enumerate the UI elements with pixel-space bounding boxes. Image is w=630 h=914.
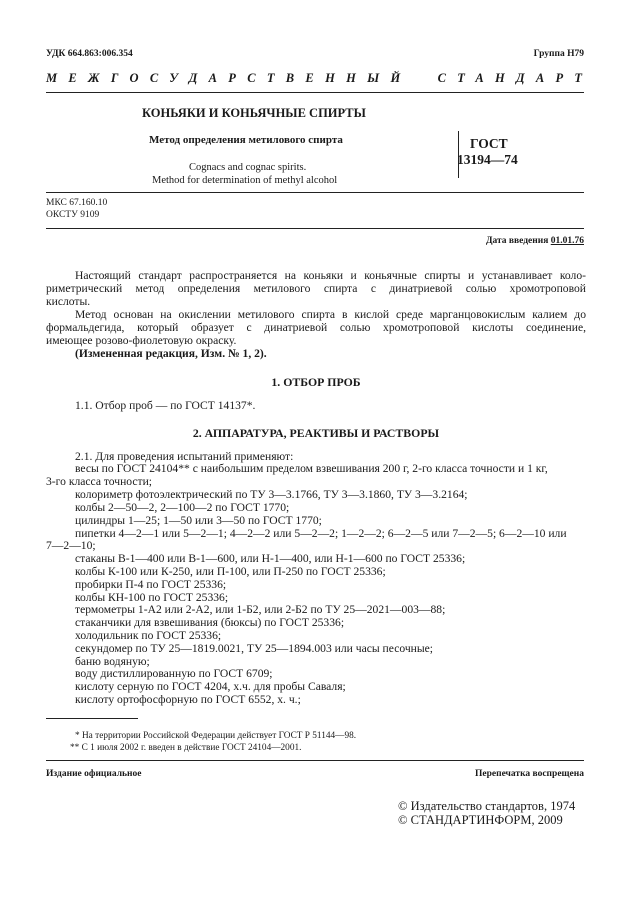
banner-word-standard: СТАНДАРТ <box>437 71 594 85</box>
apparatus-line: воду дистиллированную по ГОСТ 6709; <box>75 667 273 680</box>
intro-p1-line1: Настоящий стандарт распространяется на коньяки и коньячные спирты и устанавливает коло- <box>75 269 586 282</box>
apparatus-line: 7—2—10; <box>46 539 96 552</box>
apparatus-line: 2.1. Для проведения испытаний применяют: <box>75 450 294 463</box>
section-1-1: 1.1. Отбор проб — по ГОСТ 14137*. <box>75 399 256 412</box>
header-rule <box>46 92 584 93</box>
intro-date-label: Дата введения <box>485 236 549 246</box>
copyright-line-2: © СТАНДАРТИНФОРМ, 2009 <box>398 813 563 827</box>
intro-p2-line3: имеющее розово-фиолетовую окраску. <box>46 334 237 347</box>
footnote-2: ** С 1 июля 2002 г. введен в действие ГОСТ 24104—2001. <box>70 743 302 753</box>
method-title: Метод определения метилового спирта <box>149 134 343 146</box>
apparatus-line: термометры 1-А2 или 2-А2, или 1-Б2, или 2-Б2 по ТУ 25—2021—003—88; <box>75 603 446 616</box>
section-2-heading: 2. АППАРАТУРА, РЕАКТИВЫ И РАСТВОРЫ <box>192 426 440 440</box>
apparatus-line: баню водяную; <box>75 655 150 668</box>
edition-label: Издание официальное <box>46 769 142 779</box>
apparatus-line: колбы КН-100 по ГОСТ 25336; <box>75 591 229 604</box>
intro-p2-line2: формальдегида, который образует с динатриевой солью хромотроповой кислоты соединение, <box>46 321 586 334</box>
apparatus-line: пипетки 4—2—1 или 5—2—1; 4—2—2 или 5—2—2; 1—2—2; 6—2—5 или 7—2—5; 6—2—10 или <box>75 527 567 540</box>
apparatus-line: стаканы В-1—400 или В-1—600, или Н-1—400, или Н-1—600 по ГОСТ 25336; <box>75 552 466 565</box>
udk-code: УДК 664.863:006.354 <box>46 49 133 59</box>
okstu-code: ОКСТУ 9109 <box>46 210 100 220</box>
banner-word-interstate: МЕЖГОСУДАРСТВЕННЫЙ <box>46 71 412 85</box>
copyright-line-1: © Издательство стандартов, 1974 <box>398 799 576 813</box>
footer-rule <box>46 760 584 761</box>
footnote-1: * На территории Российской Федерации действует ГОСТ Р 51144—98. <box>75 731 357 741</box>
intro-p1-line2: риметрический метод определения метилового спирта с динатриевой солью хромотроповой <box>46 282 586 295</box>
gost-label: ГОСТ <box>470 136 508 151</box>
document-title: КОНЬЯКИ И КОНЬЯЧНЫЕ СПИРТЫ <box>142 106 366 120</box>
intro-p2-line1: Метод основан на окислении метилового спирта в кислой среде марганцовокислым калием до <box>75 308 586 321</box>
gost-number: 13194—74 <box>457 152 518 167</box>
apparatus-line: стаканчики для взвешивания (бюксы) по ГОСТ 25336; <box>75 616 345 629</box>
apparatus-line: холодильник по ГОСТ 25336; <box>75 629 222 642</box>
amendment-note: (Измененная редакция, Изм. № 1, 2). <box>75 347 267 360</box>
section-1-heading: 1. ОТБОР ПРОБ <box>271 375 361 389</box>
intro-date <box>486 236 584 246</box>
apparatus-line: 3-го класса точности; <box>46 475 153 488</box>
mks-code: МКС 67.160.10 <box>46 198 108 208</box>
apparatus-line: секундомер по ТУ 25—1819.0021, ТУ 25—1894.003 или часы песочные; <box>75 642 434 655</box>
title-block-rule <box>46 192 584 193</box>
intro-p1-line3: кислоты. <box>46 295 91 308</box>
standard-banner <box>46 71 593 86</box>
english-title-line2: Method for determination of methyl alcohol <box>152 175 338 186</box>
reprint-notice: Перепечатка воспрещена <box>474 769 584 779</box>
apparatus-line: колбы 2—50—2, 2—100—2 по ГОСТ 1770; <box>75 501 290 514</box>
intro-date-value: 01.01.76 <box>550 236 584 246</box>
english-title-line1: Cognacs and cognac spirits. <box>189 162 307 173</box>
apparatus-line: цилиндры 1—25; 1—50 или 3—50 по ГОСТ 1770; <box>75 514 322 527</box>
apparatus-line: кислоту ортофосфорную по ГОСТ 6552, х. ч.; <box>75 693 301 706</box>
apparatus-line: колбы К-100 или К-250, или П-100, или П-250 по ГОСТ 25336; <box>75 565 386 578</box>
group-code: Группа Н79 <box>533 49 584 59</box>
apparatus-line: весы по ГОСТ 24104** с наибольшим пределом взвешивания 200 г, 2-го класса точности и 1 кг, <box>75 462 548 475</box>
apparatus-line: колориметр фотоэлектрический по ТУ 3—3.1766, ТУ 3—3.1860, ТУ 3—3.2164; <box>75 488 468 501</box>
codes-rule <box>46 228 584 229</box>
footnote-rule <box>46 718 138 719</box>
apparatus-line: кислоту серную по ГОСТ 4204, х.ч. для пробы Саваля; <box>75 680 346 693</box>
apparatus-line: пробирки П-4 по ГОСТ 25336; <box>75 578 227 591</box>
